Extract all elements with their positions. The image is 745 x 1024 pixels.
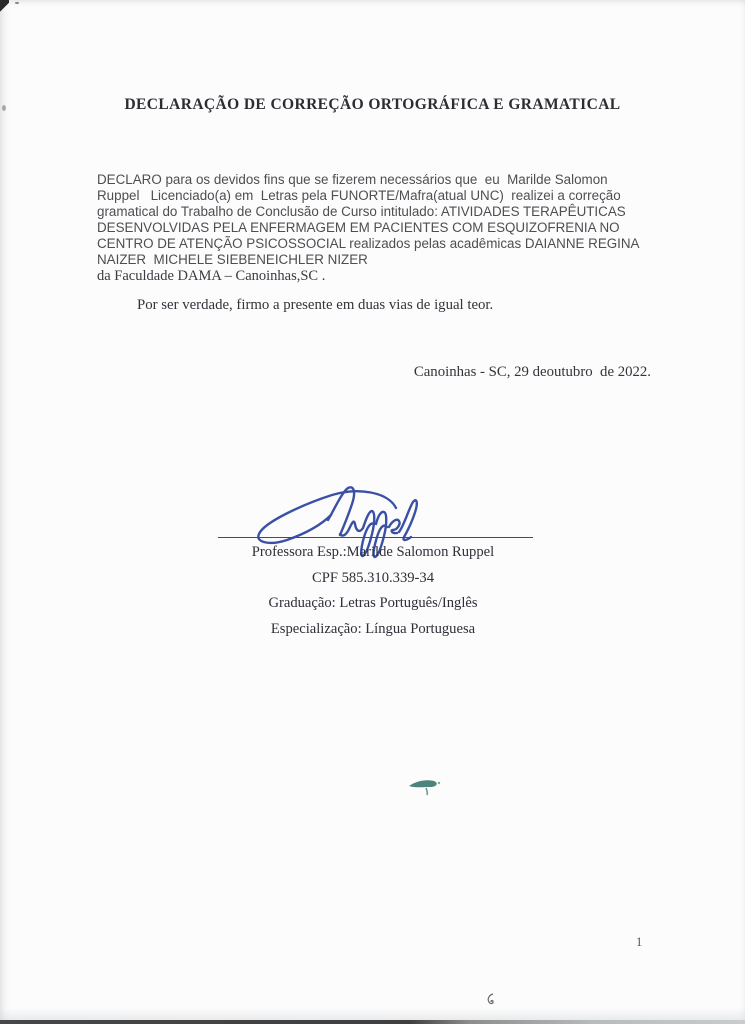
scan-bottom-shadow [0,1008,745,1020]
signer-identification [158,543,588,645]
signer-graduation: Graduação: Letras Português/Inglês [268,595,478,611]
signature-line [218,537,533,538]
affirmation-sentence: Por ser verdade, firmo a presente em duas vias de igual teor. [137,297,494,313]
paragraph-line: Ruppel Licenciado(a) em Letras pela FUNORTE/Mafra(atual UNC) realizei a correção [97,188,621,203]
paragraph-line: DESENVOLVIDAS PELA ENFERMAGEM EM PACIENTES COM ESQUIZOFRENIA NO [97,220,620,235]
faculty-line: da Faculdade DAMA – Canoinhas,SC . [97,268,326,284]
signer-cpf: CPF 585.310.339-34 [311,569,435,586]
signer-name: Professora Esp.:Marilde Salomon Ruppel [251,544,495,560]
paragraph-line: NAIZER MICHELE SIEBENEICHLER NIZER [97,252,368,267]
signer-specialization: Especialização: Língua Portuguesa [270,620,476,637]
scan-speck [15,2,19,4]
page-number: 1 [636,935,643,949]
declaration-paragraph [97,172,659,284]
paragraph-line: gramatical do Trabalho de Conclusão de Curso intitulado: ATIVIDADES TERAPÊUTICAS [97,204,626,219]
stray-ink-mark [406,774,446,800]
paragraph-line: DECLARO para os devidos fins que se fizerem necessários que eu Marilde Salomon [97,172,608,187]
scan-curl-mark [485,993,497,1007]
place-date-line: Canoinhas - SC, 29 deoutubro de 2022. [413,364,651,380]
scan-bottom-edge [0,1020,745,1024]
document-title: DECLARAÇÃO DE CORREÇÃO ORTOGRÁFICA E GRAMATICAL [124,96,621,113]
paragraph-line: CENTRO DE ATENÇÃO PSICOSSOCIAL realizados pelas acadêmicas DAIANNE REGINA [97,236,640,251]
scan-corner-artifact [0,0,9,12]
